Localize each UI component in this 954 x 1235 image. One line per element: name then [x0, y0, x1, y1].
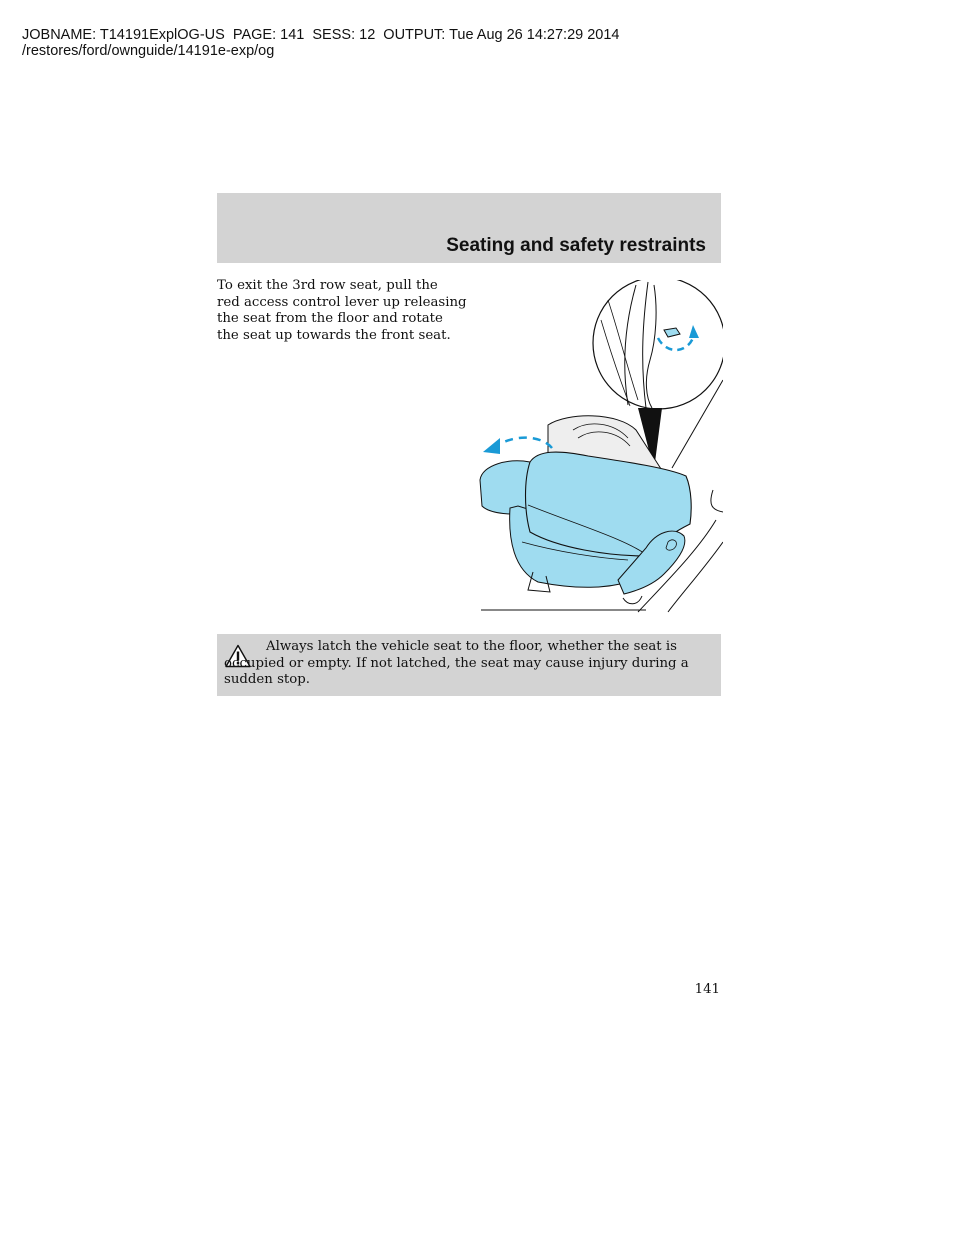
warning-text: Always latch the vehicle seat to the floor, whether the seat is occupied or empty. If not latched, the seat may cause injury during a sudden stop. [224, 639, 689, 687]
page-number: 141 [694, 982, 720, 997]
job-line-1: JOBNAME: T14191ExplOG-US PAGE: 141 SESS: 12 OUTPUT: Tue Aug 26 14:27:29 2014 [22, 27, 620, 43]
warning-box [217, 634, 721, 696]
job-header [22, 27, 620, 59]
seat-illustration-icon [478, 280, 723, 615]
job-line-2: /restores/ford/ownguide/14191e-exp/og [22, 43, 275, 59]
section-title: Seating and safety restraints [446, 235, 706, 256]
instruction-paragraph: To exit the 3rd row seat, pull the red access control lever up releasing the seat from the floor and rotate the seat up towards the front seat. [217, 278, 467, 343]
section-header [217, 193, 721, 263]
seat-illustration [478, 280, 723, 615]
